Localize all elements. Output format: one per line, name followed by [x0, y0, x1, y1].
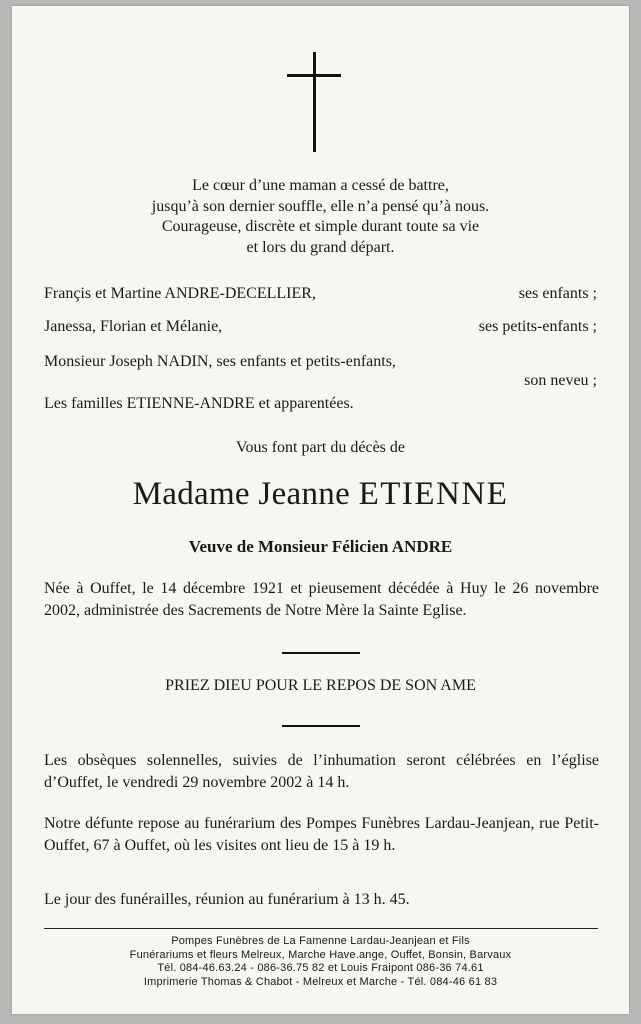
separator-dash [282, 652, 360, 654]
poem-line: et lors du grand départ. [246, 238, 395, 256]
footer-rule [44, 928, 598, 929]
printer-footer [0, 935, 641, 989]
deceased-surname: ETIENNE [358, 476, 509, 512]
footer-line: Tél. 084-46.63.24 - 086-36.75 82 et Louis Fraipont 086-36 74.61 [157, 962, 484, 974]
family-grandchildren-name: Janessa, Florian et Mélanie, [44, 318, 223, 335]
footer-line: Funérariums et fleurs Melreux, Marche Have.ange, Ouffet, Bonsin, Barvaux [129, 948, 512, 961]
family-grandchildren-relation: ses petits-enfants ; [478, 318, 597, 335]
deceased-name [0, 476, 641, 513]
footer-line: Imprimerie Thomas & Chabot - Melreux et Marche - Tél. 084-46 61 83 [143, 975, 498, 988]
prayer: PRIEZ DIEU POUR LE REPOS DE SON AME [165, 677, 476, 694]
footer-line: Pompes Funèbres de La Famenne Lardau-Jeanjean et Fils [171, 935, 470, 947]
birth-death-paragraph: Née à Ouffet, le 14 décembre 1921 et pieusement décédée à Huy le 26 novembre 2002, administrée des Sacrements de Notre Mère la Sainte Eglise. [44, 580, 599, 619]
poem-line: Courageuse, discrète et simple durant toute sa vie [161, 218, 480, 235]
widow-of: Veuve de Monsieur Félicien ANDRE [188, 537, 453, 556]
funeral-paragraph: Le jour des funérailles, réunion au funérarium à 13 h. 45. [44, 891, 410, 908]
deceased-title: Madame Jeanne [132, 476, 351, 512]
family-children-relation: ses enfants ; [518, 285, 597, 302]
announcement: Vous font part du décès de [236, 439, 405, 456]
separator-dash [282, 725, 360, 727]
funeral-paragraph: Les obsèques solennelles, suivies de l’inhumation seront célébrées en l’église d’Ouffet, le vendredi 29 novembre 2002 à 14 h. [44, 752, 599, 791]
poem-line: Le cœur d’une maman a cessé de battre, [192, 177, 449, 194]
family-nephew-name: Monsieur Joseph NADIN, ses enfants et petits-enfants, [44, 353, 396, 370]
poem-line: jusqu’à son dernier souffle, elle n’a pensé qu’à nous. [151, 197, 490, 215]
family-children-name: Françis et Martine ANDRE-DECELLIER, [44, 285, 316, 302]
family-nephew-relation: son neveu ; [524, 372, 597, 389]
funeral-paragraph: Notre défunte repose au funérarium des Pompes Funèbres Lardau-Jeanjean, rue Petit-Ouffet, 67 à Ouffet, où les visites ont lieu de 15 à 19 h. [44, 815, 599, 854]
family-relatives: Les familles ETIENNE-ANDRE et apparentées. [44, 395, 354, 412]
cross-icon [287, 52, 341, 152]
poem [0, 176, 641, 258]
